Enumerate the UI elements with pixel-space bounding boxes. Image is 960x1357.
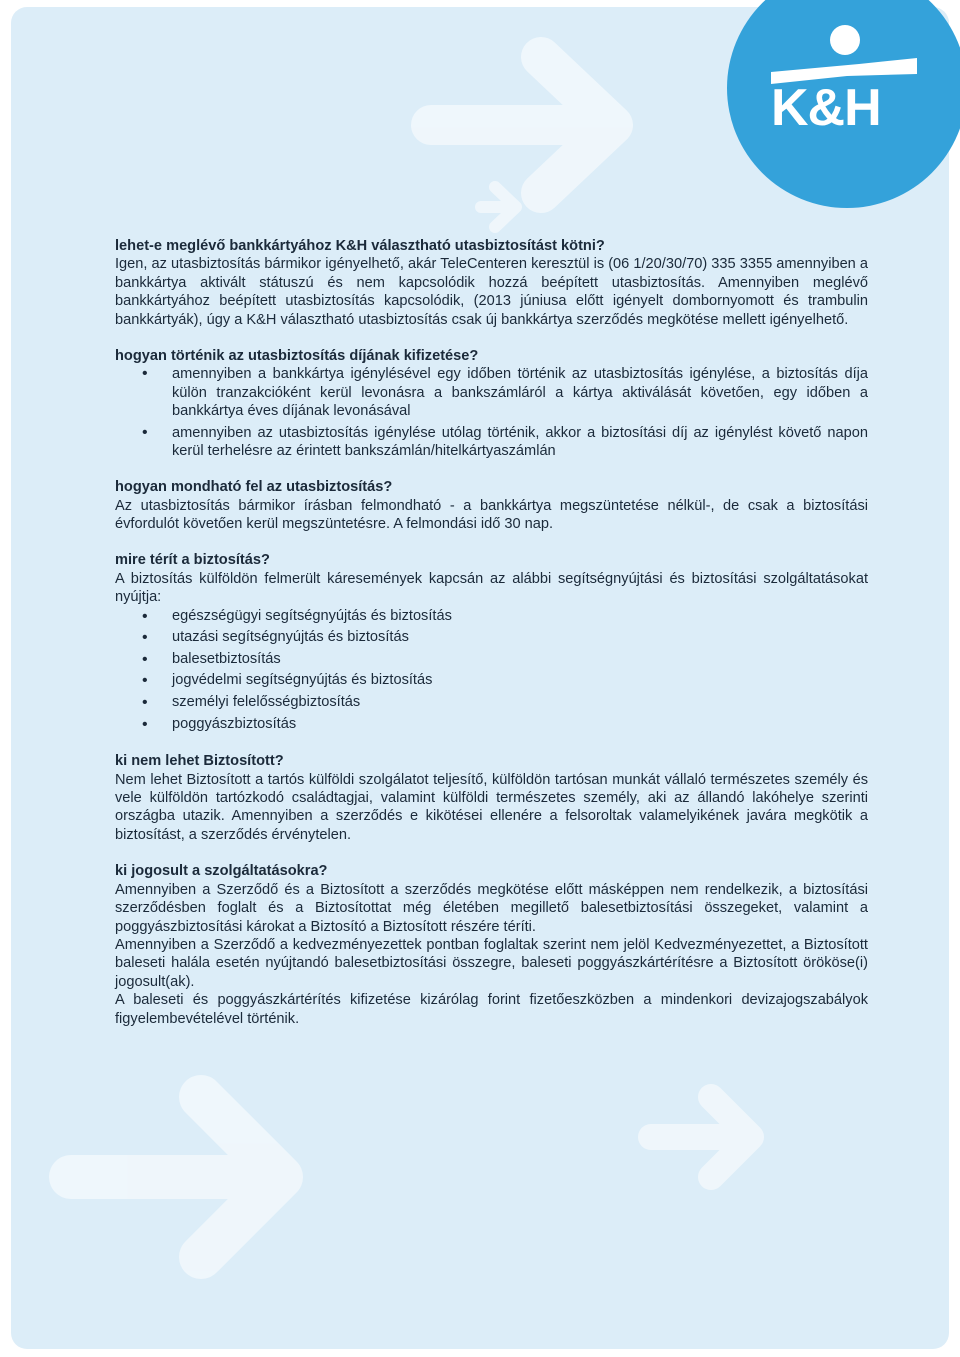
paragraph: Igen, az utasbiztosítás bármikor igényelhető, akár TeleCenteren keresztül is (06 1/20/30/70) 335 3355 amennyiben a bankkártya aktivált státuszú és nem kapcsolódik hozzá beépített utasbiztosítás. Amennyiben meglévő bankkártyához beépített utasbiztosítás kapcsolódik, (2013 júniusa előtt igényelt dombornyomott és trambulin bankkártyák), úgy a K&H választható utasbiztosítás csak új bankkártya szerződés megkötése mellett igényelhető. xyxy=(115,256,868,328)
section-heading: hogyan történik az utasbiztosítás díjának kifizetése? xyxy=(115,348,479,365)
section-heading: ki jogosult a szolgáltatásokra? xyxy=(115,863,328,880)
list-item: • utazási segítségnyújtás és biztosítás xyxy=(115,628,868,648)
section-coverage xyxy=(115,551,868,734)
section-existing-card xyxy=(115,237,868,329)
list-item: • poggyászbiztosítás xyxy=(115,715,868,735)
bullet-list xyxy=(115,365,868,460)
kh-logo xyxy=(727,0,960,208)
list-item: • amennyiben az utasbiztosítás igénylése utólag történik, akkor a biztosítási díj az igénylést követő napon kerül terhelésre az érintett bankszámlán/hitelkártyaszámlán xyxy=(115,424,868,461)
list-item: • egészségügyi segítségnyújtás és biztosítás xyxy=(115,607,868,627)
paragraph: Amennyiben a Szerződő a kedvezményezettek pontban foglaltak szerint nem jelöl Kedvezményezettet, a Biztosított baleseti halála esetén nyújtandó balesetbiztosítási összegre, baleseti poggyászkártérítésre a Biztosított örököse(i) jogosult(ak). xyxy=(115,936,868,990)
section-not-insured xyxy=(115,752,868,844)
section-cancellation xyxy=(115,478,868,533)
bullet-list xyxy=(115,607,868,735)
section-heading: ki nem lehet Biztosított? xyxy=(115,753,284,770)
section-heading: hogyan mondható fel az utasbiztosítás? xyxy=(115,479,393,496)
document-body xyxy=(115,237,868,1028)
section-heading: mire térít a biztosítás? xyxy=(115,552,270,569)
paragraph: Nem lehet Biztosított a tartós külföldi szolgálatot teljesítő, külföldön tartósan munkát vállaló természetes személy és vele külföldön tartózkodó családtagjai, valamint külföldi természetes személy, aki az állandó lakóhelye szerinti országba utazik. Amennyiben a szerződés e kikötései ellenére a felsoroltak valamelyikének javára megkötik a biztosítást, a szerződés érvénytelen. xyxy=(115,771,868,843)
list-item: • balesetbiztosítás xyxy=(115,650,868,670)
paragraph: A baleseti és poggyászkártérítés kifizetése kizárólag forint fizetőeszközben a mindenkori devizajogszabályok figyelembevételével történik. xyxy=(115,992,868,1027)
logo-text: K&H xyxy=(771,79,881,137)
paragraph: Az utasbiztosítás bármikor írásban felmondható - a bankkártya megszüntetése nélkül-, de csak a biztosítási évfordulót követően kerül megszüntetésre. A felmondási idő 30 nap. xyxy=(115,497,868,533)
section-beneficiaries xyxy=(115,862,868,1028)
section-fee-payment xyxy=(115,347,868,461)
section-heading: lehet-e meglévő bankkártyához K&H választható utasbiztosítást kötni? xyxy=(115,238,605,254)
list-item: • személyi felelősségbiztosítás xyxy=(115,693,868,713)
list-item: • amennyiben a bankkártya igénylésével egy időben történik az utasbiztosítás igénylése, a biztosítás díja külön tranzakcióként kerül levonásra a bankszámláról a kártya aktiválását követően, egy időben a bankkártya éves díjának levonásával xyxy=(115,365,868,420)
list-item: • jogvédelmi segítségnyújtás és biztosítás xyxy=(115,671,868,691)
paragraph: Amennyiben a Szerződő és a Biztosított a szerződés megkötése előtt másképpen nem rendelkezik, a biztosítási szerződésben foglalt és a Biztosítottat még életében megillető balesetbiztosítási összegeket, valamint a poggyászbiztosítási károkat a Biztosító a Biztosított részére téríti. xyxy=(115,881,868,935)
paragraph: A biztosítás külföldön felmerült káresemények kapcsán az alábbi segítségnyújtási és biztosítási szolgáltatásokat nyújtja: xyxy=(115,570,868,606)
